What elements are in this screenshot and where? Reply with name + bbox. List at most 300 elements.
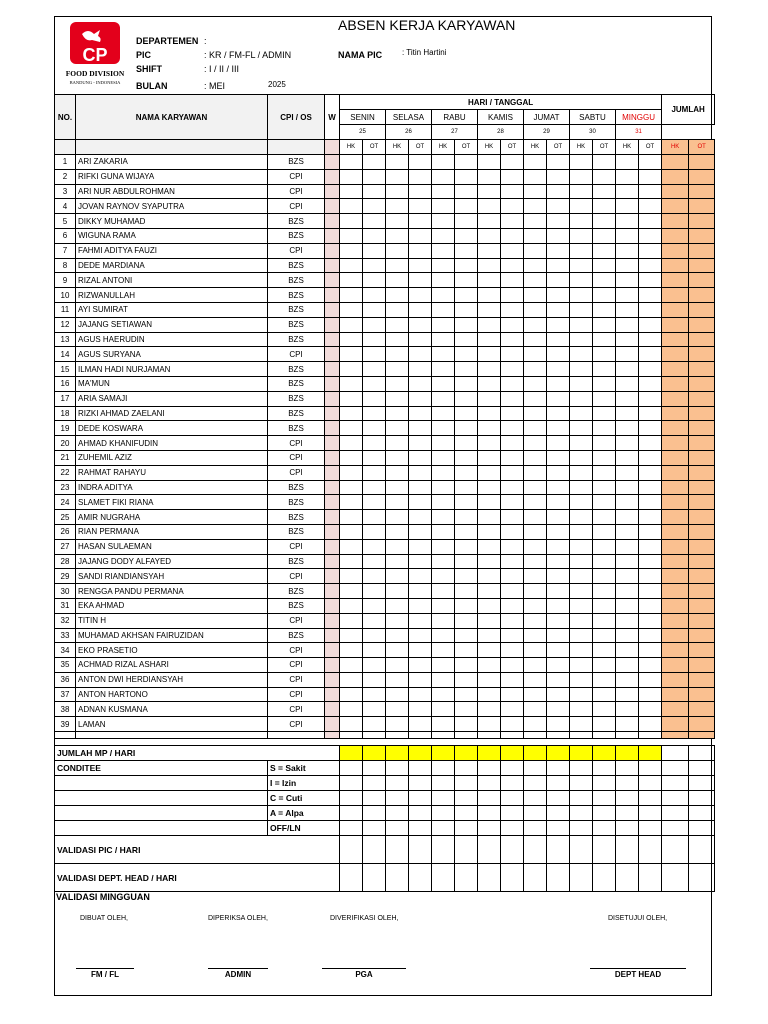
attendance-cell[interactable] [432, 347, 455, 362]
attendance-cell[interactable] [616, 302, 639, 317]
attendance-cell[interactable] [570, 258, 593, 273]
attendance-cell[interactable] [363, 584, 386, 599]
attendance-cell[interactable] [570, 169, 593, 184]
validation-cell[interactable] [409, 836, 432, 864]
attendance-cell[interactable] [340, 199, 363, 214]
validation-cell[interactable] [363, 761, 386, 776]
attendance-cell[interactable] [547, 155, 570, 170]
attendance-cell[interactable] [478, 584, 501, 599]
attendance-cell[interactable] [524, 450, 547, 465]
validation-cell[interactable] [386, 761, 409, 776]
w-cell[interactable] [325, 524, 340, 539]
validation-cell[interactable] [363, 791, 386, 806]
validation-cell[interactable] [501, 836, 524, 864]
attendance-cell[interactable] [524, 273, 547, 288]
attendance-cell[interactable] [616, 288, 639, 303]
total-cell[interactable] [639, 746, 662, 761]
validation-cell[interactable] [524, 864, 547, 892]
attendance-cell[interactable] [386, 199, 409, 214]
attendance-cell[interactable] [547, 199, 570, 214]
validation-cell[interactable] [524, 806, 547, 821]
attendance-cell[interactable] [409, 436, 432, 451]
attendance-cell[interactable] [409, 672, 432, 687]
attendance-cell[interactable] [524, 539, 547, 554]
attendance-cell[interactable] [478, 450, 501, 465]
total-cell[interactable] [593, 746, 616, 761]
attendance-cell[interactable] [639, 288, 662, 303]
attendance-cell[interactable] [340, 406, 363, 421]
attendance-cell[interactable] [547, 465, 570, 480]
attendance-cell[interactable] [455, 288, 478, 303]
attendance-cell[interactable] [501, 569, 524, 584]
attendance-cell[interactable] [363, 243, 386, 258]
attendance-cell[interactable] [363, 391, 386, 406]
attendance-cell[interactable] [570, 495, 593, 510]
validation-cell[interactable] [547, 821, 570, 836]
attendance-cell[interactable] [478, 628, 501, 643]
validation-cell[interactable] [455, 836, 478, 864]
attendance-cell[interactable] [340, 258, 363, 273]
validation-cell[interactable] [340, 806, 363, 821]
attendance-cell[interactable] [501, 288, 524, 303]
attendance-cell[interactable] [570, 376, 593, 391]
attendance-cell[interactable] [363, 524, 386, 539]
attendance-cell[interactable] [570, 510, 593, 525]
attendance-cell[interactable] [616, 317, 639, 332]
attendance-cell[interactable] [501, 332, 524, 347]
attendance-cell[interactable] [455, 376, 478, 391]
attendance-cell[interactable] [570, 702, 593, 717]
attendance-cell[interactable] [593, 332, 616, 347]
attendance-cell[interactable] [570, 362, 593, 377]
attendance-cell[interactable] [570, 273, 593, 288]
attendance-cell[interactable] [570, 347, 593, 362]
attendance-cell[interactable] [455, 569, 478, 584]
attendance-cell[interactable] [363, 539, 386, 554]
attendance-cell[interactable] [432, 317, 455, 332]
attendance-cell[interactable] [570, 598, 593, 613]
attendance-cell[interactable] [409, 598, 432, 613]
attendance-cell[interactable] [386, 317, 409, 332]
attendance-cell[interactable] [593, 510, 616, 525]
attendance-cell[interactable] [547, 524, 570, 539]
attendance-cell[interactable] [363, 613, 386, 628]
attendance-cell[interactable] [363, 258, 386, 273]
attendance-cell[interactable] [593, 184, 616, 199]
attendance-cell[interactable] [501, 584, 524, 599]
validation-cell[interactable] [524, 821, 547, 836]
attendance-cell[interactable] [547, 243, 570, 258]
signature-line[interactable] [208, 968, 268, 969]
attendance-cell[interactable] [593, 302, 616, 317]
attendance-cell[interactable] [409, 288, 432, 303]
w-cell[interactable] [325, 258, 340, 273]
attendance-cell[interactable] [501, 169, 524, 184]
attendance-cell[interactable] [455, 155, 478, 170]
attendance-cell[interactable] [340, 524, 363, 539]
w-cell[interactable] [325, 376, 340, 391]
attendance-cell[interactable] [524, 155, 547, 170]
validation-cell[interactable] [432, 864, 455, 892]
attendance-cell[interactable] [432, 510, 455, 525]
w-cell[interactable] [325, 362, 340, 377]
attendance-cell[interactable] [432, 243, 455, 258]
attendance-cell[interactable] [386, 421, 409, 436]
attendance-cell[interactable] [363, 554, 386, 569]
attendance-cell[interactable] [593, 687, 616, 702]
attendance-cell[interactable] [547, 658, 570, 673]
attendance-cell[interactable] [524, 524, 547, 539]
attendance-cell[interactable] [593, 628, 616, 643]
attendance-cell[interactable] [501, 199, 524, 214]
validation-cell[interactable] [547, 761, 570, 776]
attendance-cell[interactable] [616, 480, 639, 495]
attendance-cell[interactable] [363, 406, 386, 421]
w-cell[interactable] [325, 406, 340, 421]
attendance-cell[interactable] [340, 332, 363, 347]
attendance-cell[interactable] [386, 687, 409, 702]
w-cell[interactable] [325, 391, 340, 406]
w-cell[interactable] [325, 672, 340, 687]
w-cell[interactable] [325, 199, 340, 214]
attendance-cell[interactable] [616, 362, 639, 377]
attendance-cell[interactable] [409, 702, 432, 717]
validation-cell[interactable] [363, 821, 386, 836]
validation-cell[interactable] [570, 821, 593, 836]
attendance-cell[interactable] [524, 658, 547, 673]
attendance-cell[interactable] [524, 628, 547, 643]
attendance-cell[interactable] [455, 510, 478, 525]
attendance-cell[interactable] [386, 258, 409, 273]
w-cell[interactable] [325, 643, 340, 658]
validation-cell[interactable] [593, 791, 616, 806]
w-cell[interactable] [325, 628, 340, 643]
attendance-cell[interactable] [340, 495, 363, 510]
validation-cell[interactable] [432, 806, 455, 821]
attendance-cell[interactable] [478, 465, 501, 480]
w-cell[interactable] [325, 228, 340, 243]
attendance-cell[interactable] [616, 169, 639, 184]
w-cell[interactable] [325, 302, 340, 317]
attendance-cell[interactable] [455, 658, 478, 673]
validation-cell[interactable] [639, 791, 662, 806]
attendance-cell[interactable] [639, 406, 662, 421]
attendance-cell[interactable] [409, 717, 432, 732]
validation-cell[interactable] [340, 836, 363, 864]
attendance-cell[interactable] [478, 436, 501, 451]
attendance-cell[interactable] [409, 317, 432, 332]
attendance-cell[interactable] [570, 613, 593, 628]
attendance-cell[interactable] [639, 465, 662, 480]
validation-cell[interactable] [409, 776, 432, 791]
attendance-cell[interactable] [386, 554, 409, 569]
attendance-cell[interactable] [432, 406, 455, 421]
w-cell[interactable] [325, 243, 340, 258]
attendance-cell[interactable] [478, 672, 501, 687]
attendance-cell[interactable] [409, 406, 432, 421]
attendance-cell[interactable] [432, 155, 455, 170]
w-cell[interactable] [325, 436, 340, 451]
attendance-cell[interactable] [524, 347, 547, 362]
attendance-cell[interactable] [386, 406, 409, 421]
attendance-cell[interactable] [524, 717, 547, 732]
attendance-cell[interactable] [570, 584, 593, 599]
attendance-cell[interactable] [386, 465, 409, 480]
validation-cell[interactable] [409, 806, 432, 821]
attendance-cell[interactable] [616, 524, 639, 539]
attendance-cell[interactable] [547, 169, 570, 184]
attendance-cell[interactable] [478, 332, 501, 347]
attendance-cell[interactable] [501, 495, 524, 510]
validation-cell[interactable] [363, 836, 386, 864]
attendance-cell[interactable] [524, 554, 547, 569]
attendance-cell[interactable] [616, 406, 639, 421]
attendance-cell[interactable] [501, 510, 524, 525]
attendance-cell[interactable] [455, 643, 478, 658]
attendance-cell[interactable] [409, 376, 432, 391]
attendance-cell[interactable] [409, 214, 432, 229]
attendance-cell[interactable] [639, 643, 662, 658]
attendance-cell[interactable] [501, 465, 524, 480]
attendance-cell[interactable] [524, 317, 547, 332]
validation-cell[interactable] [386, 791, 409, 806]
w-cell[interactable] [325, 554, 340, 569]
attendance-cell[interactable] [340, 672, 363, 687]
attendance-cell[interactable] [616, 613, 639, 628]
attendance-cell[interactable] [363, 302, 386, 317]
attendance-cell[interactable] [524, 376, 547, 391]
validation-cell[interactable] [478, 836, 501, 864]
validation-cell[interactable] [340, 864, 363, 892]
validation-cell[interactable] [501, 821, 524, 836]
attendance-cell[interactable] [593, 376, 616, 391]
attendance-cell[interactable] [340, 302, 363, 317]
attendance-cell[interactable] [570, 302, 593, 317]
attendance-cell[interactable] [524, 228, 547, 243]
attendance-cell[interactable] [547, 569, 570, 584]
total-cell[interactable] [455, 746, 478, 761]
attendance-cell[interactable] [639, 302, 662, 317]
attendance-cell[interactable] [478, 376, 501, 391]
attendance-cell[interactable] [501, 406, 524, 421]
attendance-cell[interactable] [386, 702, 409, 717]
attendance-cell[interactable] [616, 672, 639, 687]
attendance-cell[interactable] [432, 169, 455, 184]
attendance-cell[interactable] [616, 495, 639, 510]
attendance-cell[interactable] [363, 376, 386, 391]
validation-cell[interactable] [616, 836, 639, 864]
attendance-cell[interactable] [501, 628, 524, 643]
attendance-cell[interactable] [409, 184, 432, 199]
attendance-cell[interactable] [593, 539, 616, 554]
validation-cell[interactable] [616, 864, 639, 892]
attendance-cell[interactable] [409, 421, 432, 436]
attendance-cell[interactable] [639, 702, 662, 717]
attendance-cell[interactable] [478, 302, 501, 317]
attendance-cell[interactable] [432, 302, 455, 317]
attendance-cell[interactable] [386, 539, 409, 554]
attendance-cell[interactable] [340, 421, 363, 436]
attendance-cell[interactable] [501, 613, 524, 628]
attendance-cell[interactable] [409, 687, 432, 702]
attendance-cell[interactable] [455, 687, 478, 702]
attendance-cell[interactable] [593, 288, 616, 303]
attendance-cell[interactable] [547, 717, 570, 732]
attendance-cell[interactable] [340, 243, 363, 258]
w-cell[interactable] [325, 480, 340, 495]
signature-line[interactable] [76, 968, 134, 969]
total-cell[interactable] [524, 746, 547, 761]
attendance-cell[interactable] [432, 613, 455, 628]
validation-cell[interactable] [593, 806, 616, 821]
w-cell[interactable] [325, 465, 340, 480]
validation-cell[interactable] [570, 776, 593, 791]
attendance-cell[interactable] [455, 302, 478, 317]
total-cell[interactable] [432, 746, 455, 761]
validation-cell[interactable] [363, 864, 386, 892]
attendance-cell[interactable] [593, 169, 616, 184]
attendance-cell[interactable] [386, 480, 409, 495]
attendance-cell[interactable] [432, 465, 455, 480]
attendance-cell[interactable] [639, 584, 662, 599]
attendance-cell[interactable] [547, 628, 570, 643]
attendance-cell[interactable] [639, 539, 662, 554]
attendance-cell[interactable] [478, 643, 501, 658]
attendance-cell[interactable] [363, 184, 386, 199]
attendance-cell[interactable] [501, 347, 524, 362]
attendance-cell[interactable] [639, 658, 662, 673]
attendance-cell[interactable] [547, 332, 570, 347]
attendance-cell[interactable] [409, 155, 432, 170]
attendance-cell[interactable] [409, 510, 432, 525]
attendance-cell[interactable] [501, 391, 524, 406]
attendance-cell[interactable] [547, 584, 570, 599]
attendance-cell[interactable] [547, 362, 570, 377]
validation-cell[interactable] [478, 864, 501, 892]
attendance-cell[interactable] [501, 421, 524, 436]
validation-cell[interactable] [409, 864, 432, 892]
attendance-cell[interactable] [616, 584, 639, 599]
total-cell[interactable] [478, 746, 501, 761]
attendance-cell[interactable] [524, 480, 547, 495]
attendance-cell[interactable] [363, 421, 386, 436]
attendance-cell[interactable] [478, 184, 501, 199]
attendance-cell[interactable] [432, 273, 455, 288]
attendance-cell[interactable] [570, 672, 593, 687]
attendance-cell[interactable] [501, 376, 524, 391]
attendance-cell[interactable] [547, 376, 570, 391]
attendance-cell[interactable] [616, 717, 639, 732]
attendance-cell[interactable] [570, 288, 593, 303]
validation-cell[interactable] [547, 806, 570, 821]
attendance-cell[interactable] [478, 524, 501, 539]
attendance-cell[interactable] [432, 539, 455, 554]
validation-cell[interactable] [501, 761, 524, 776]
validation-cell[interactable] [432, 761, 455, 776]
total-cell[interactable] [547, 746, 570, 761]
validation-cell[interactable] [616, 761, 639, 776]
attendance-cell[interactable] [363, 465, 386, 480]
attendance-cell[interactable] [547, 288, 570, 303]
attendance-cell[interactable] [616, 243, 639, 258]
attendance-cell[interactable] [363, 362, 386, 377]
attendance-cell[interactable] [639, 450, 662, 465]
w-cell[interactable] [325, 495, 340, 510]
attendance-cell[interactable] [616, 228, 639, 243]
validation-cell[interactable] [409, 761, 432, 776]
validation-cell[interactable] [432, 821, 455, 836]
attendance-cell[interactable] [570, 628, 593, 643]
attendance-cell[interactable] [501, 672, 524, 687]
attendance-cell[interactable] [432, 228, 455, 243]
attendance-cell[interactable] [570, 450, 593, 465]
attendance-cell[interactable] [570, 465, 593, 480]
attendance-cell[interactable] [547, 421, 570, 436]
attendance-cell[interactable] [478, 421, 501, 436]
attendance-cell[interactable] [455, 184, 478, 199]
attendance-cell[interactable] [593, 199, 616, 214]
attendance-cell[interactable] [639, 258, 662, 273]
attendance-cell[interactable] [455, 214, 478, 229]
attendance-cell[interactable] [432, 288, 455, 303]
attendance-cell[interactable] [593, 495, 616, 510]
attendance-cell[interactable] [616, 258, 639, 273]
attendance-cell[interactable] [501, 687, 524, 702]
attendance-cell[interactable] [616, 598, 639, 613]
attendance-cell[interactable] [409, 391, 432, 406]
validation-cell[interactable] [501, 864, 524, 892]
attendance-cell[interactable] [455, 524, 478, 539]
attendance-cell[interactable] [409, 613, 432, 628]
attendance-cell[interactable] [340, 184, 363, 199]
attendance-cell[interactable] [432, 628, 455, 643]
attendance-cell[interactable] [524, 332, 547, 347]
validation-cell[interactable] [409, 821, 432, 836]
attendance-cell[interactable] [547, 495, 570, 510]
attendance-cell[interactable] [639, 421, 662, 436]
attendance-cell[interactable] [363, 598, 386, 613]
attendance-cell[interactable] [524, 436, 547, 451]
attendance-cell[interactable] [593, 524, 616, 539]
attendance-cell[interactable] [340, 717, 363, 732]
validation-cell[interactable] [386, 821, 409, 836]
attendance-cell[interactable] [432, 569, 455, 584]
validation-cell[interactable] [432, 791, 455, 806]
attendance-cell[interactable] [501, 273, 524, 288]
attendance-cell[interactable] [616, 347, 639, 362]
validation-cell[interactable] [501, 806, 524, 821]
attendance-cell[interactable] [432, 687, 455, 702]
attendance-cell[interactable] [455, 672, 478, 687]
attendance-cell[interactable] [340, 362, 363, 377]
attendance-cell[interactable] [501, 243, 524, 258]
validation-cell[interactable] [616, 821, 639, 836]
attendance-cell[interactable] [340, 658, 363, 673]
attendance-cell[interactable] [570, 554, 593, 569]
attendance-cell[interactable] [386, 495, 409, 510]
attendance-cell[interactable] [547, 436, 570, 451]
attendance-cell[interactable] [340, 539, 363, 554]
attendance-cell[interactable] [363, 672, 386, 687]
attendance-cell[interactable] [616, 450, 639, 465]
attendance-cell[interactable] [570, 658, 593, 673]
attendance-cell[interactable] [455, 258, 478, 273]
attendance-cell[interactable] [501, 155, 524, 170]
attendance-cell[interactable] [524, 584, 547, 599]
attendance-cell[interactable] [363, 169, 386, 184]
validation-cell[interactable] [386, 776, 409, 791]
attendance-cell[interactable] [478, 702, 501, 717]
